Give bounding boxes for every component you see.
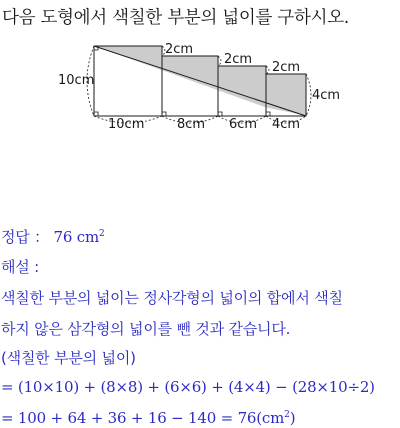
answer-exponent: 2 [99, 229, 105, 239]
label-top-3: 2cm [272, 60, 301, 75]
formula-line-2-close: ) [289, 409, 296, 427]
shaded-region-3 [218, 66, 266, 107]
explanation-line-1: 색칠한 부분의 넓이는 정사각형의 넓이의 합에서 색칠 [1, 289, 343, 307]
label-bottom-1: 10cm [108, 117, 145, 132]
label-bottom-4: 4cm [272, 117, 301, 132]
dim-arc-right [306, 74, 311, 116]
label-bottom-2: 8cm [177, 117, 206, 132]
explanation-line-2: 하지 않은 삼각형의 넓이를 뺀 것과 같습니다. [1, 320, 291, 338]
label-top-2: 2cm [224, 52, 253, 67]
label-right-side: 4cm [312, 88, 341, 103]
question-text: 다음 도형에서 색칠한 부분의 넓이를 구하시오. [2, 8, 350, 28]
formula-exponent: 2 [284, 410, 290, 420]
answer-label: 정답 ： [1, 228, 49, 246]
label-bottom-3: 6cm [229, 117, 258, 132]
formula-line-2 [1, 409, 295, 427]
explanation-label: 해설 : [1, 258, 40, 276]
answer-unit: cm [76, 228, 100, 246]
answer-value: 76 [53, 228, 73, 246]
answer-line [1, 226, 105, 247]
label-top-1: 2cm [165, 42, 194, 57]
formula-label: (색칠한 부분의 넓이) [1, 349, 136, 367]
formula-line-2-main: = 100 + 64 + 36 + 16 − 140 = 76(cm [1, 409, 285, 427]
formula-line-1: = (10×10) + (8×8) + (6×6) + (4×4) − (28×10÷2) [1, 378, 375, 396]
squares-figure [0, 34, 400, 134]
label-left-height: 10cm [58, 73, 95, 88]
shaded-region-2 [162, 56, 218, 90]
